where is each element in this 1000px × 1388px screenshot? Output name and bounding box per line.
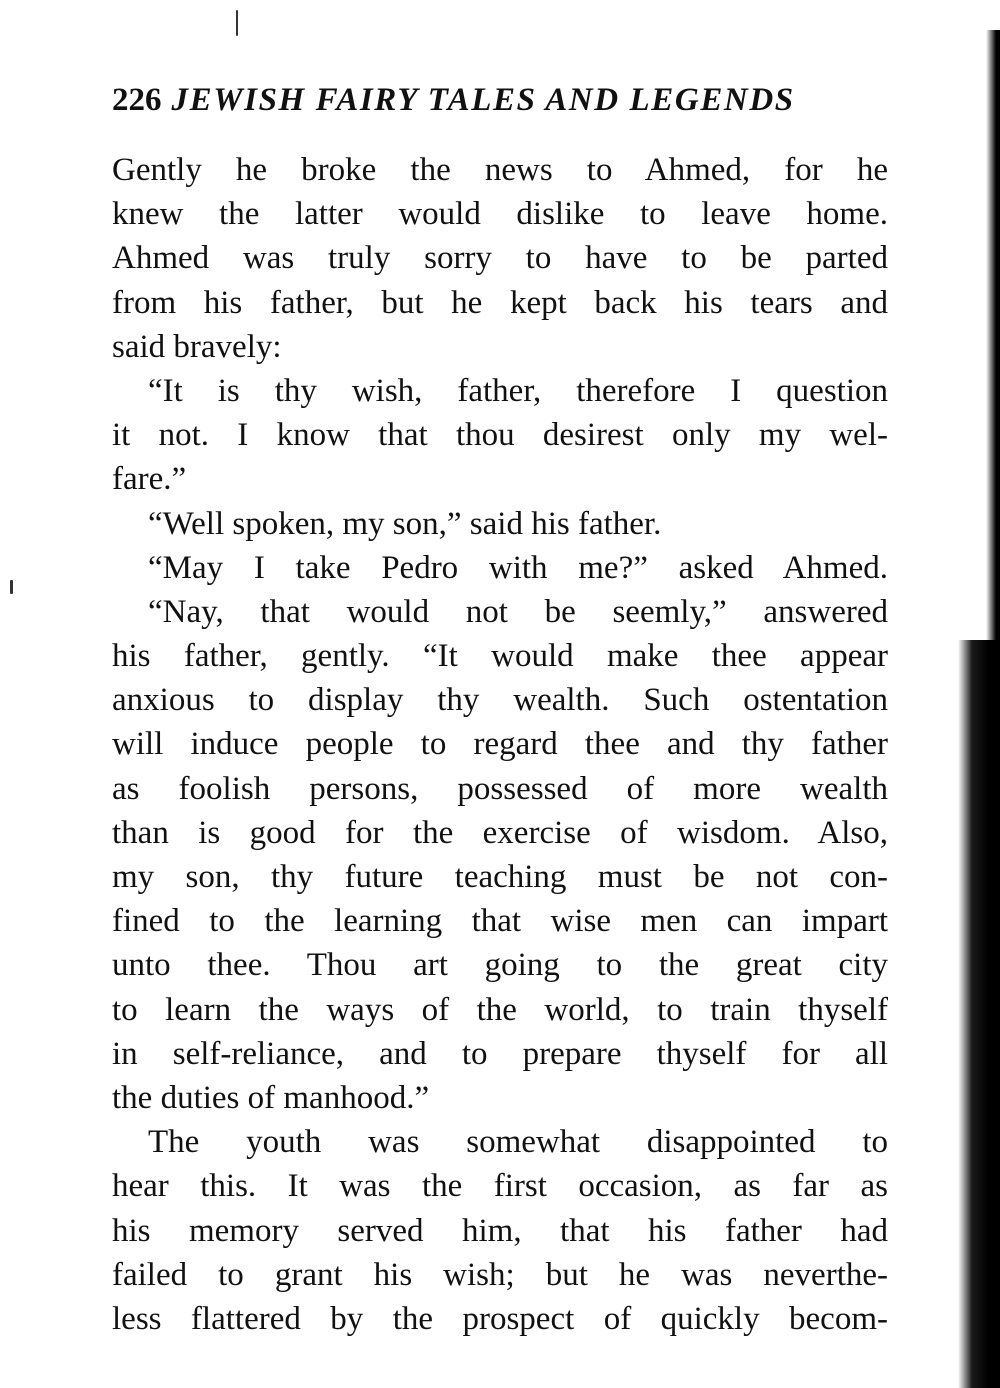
scan-speck (10, 580, 13, 594)
text-line: knew the latter would dislike to leave home. (112, 196, 888, 233)
body-text (112, 148, 888, 1341)
text-line: from his father, but he kept back his tears and (112, 284, 888, 321)
text-line: Ahmed was truly sorry to have to be parted (112, 240, 888, 277)
text-line: “May I take Pedro with me?” asked Ahmed. (148, 549, 888, 586)
binding-shadow-upper (986, 30, 1000, 650)
text-line: The youth was somewhat disappointed to (148, 1124, 888, 1161)
running-header (112, 78, 892, 122)
text-line: fined to the learning that wise men can impart (112, 903, 888, 940)
text-line: as foolish persons, possessed of more wealth (112, 770, 888, 807)
text-line: anxious to display thy wealth. Such ostentation (112, 682, 888, 719)
text-line: less flattered by the prospect of quickly becom- (112, 1300, 888, 1337)
page-number: 226 (112, 82, 162, 118)
running-title: JEWISH FAIRY TALES AND LEGENDS (171, 82, 795, 118)
text-line: the duties of manhood.” (112, 1079, 430, 1116)
text-line: hear this. It was the first occasion, as far as (112, 1168, 888, 1205)
text-line: his father, gently. “It would make thee appear (112, 638, 888, 675)
text-line: my son, thy future teaching must be not con- (112, 859, 888, 895)
text-line: than is good for the exercise of wisdom. Also, (112, 814, 888, 851)
text-line: in self-reliance, and to prepare thyself for all (112, 1035, 888, 1072)
text-line: fare.” (112, 461, 187, 498)
text-line: Gently he broke the news to Ahmed, for he (112, 152, 888, 188)
text-line: “Well spoken, my son,” said his father. (148, 505, 662, 542)
text-line: “Nay, that would not be seemly,” answered (148, 593, 888, 630)
scan-speck (236, 10, 238, 36)
text-line: failed to grant his wish; but he was neverthe- (112, 1256, 888, 1293)
text-line: it not. I know that thou desirest only my wel- (112, 417, 888, 454)
text-line: his memory served him, that his father had (112, 1212, 888, 1249)
text-line: will induce people to regard thee and thy father (112, 726, 888, 763)
text-line: “It is thy wish, father, therefore I question (148, 372, 888, 409)
text-line: said bravely: (112, 328, 282, 365)
binding-shadow-lower (958, 640, 1000, 1388)
text-line: to learn the ways of the world, to train thyself (112, 991, 888, 1028)
text-line: unto thee. Thou art going to the great city (112, 947, 888, 984)
